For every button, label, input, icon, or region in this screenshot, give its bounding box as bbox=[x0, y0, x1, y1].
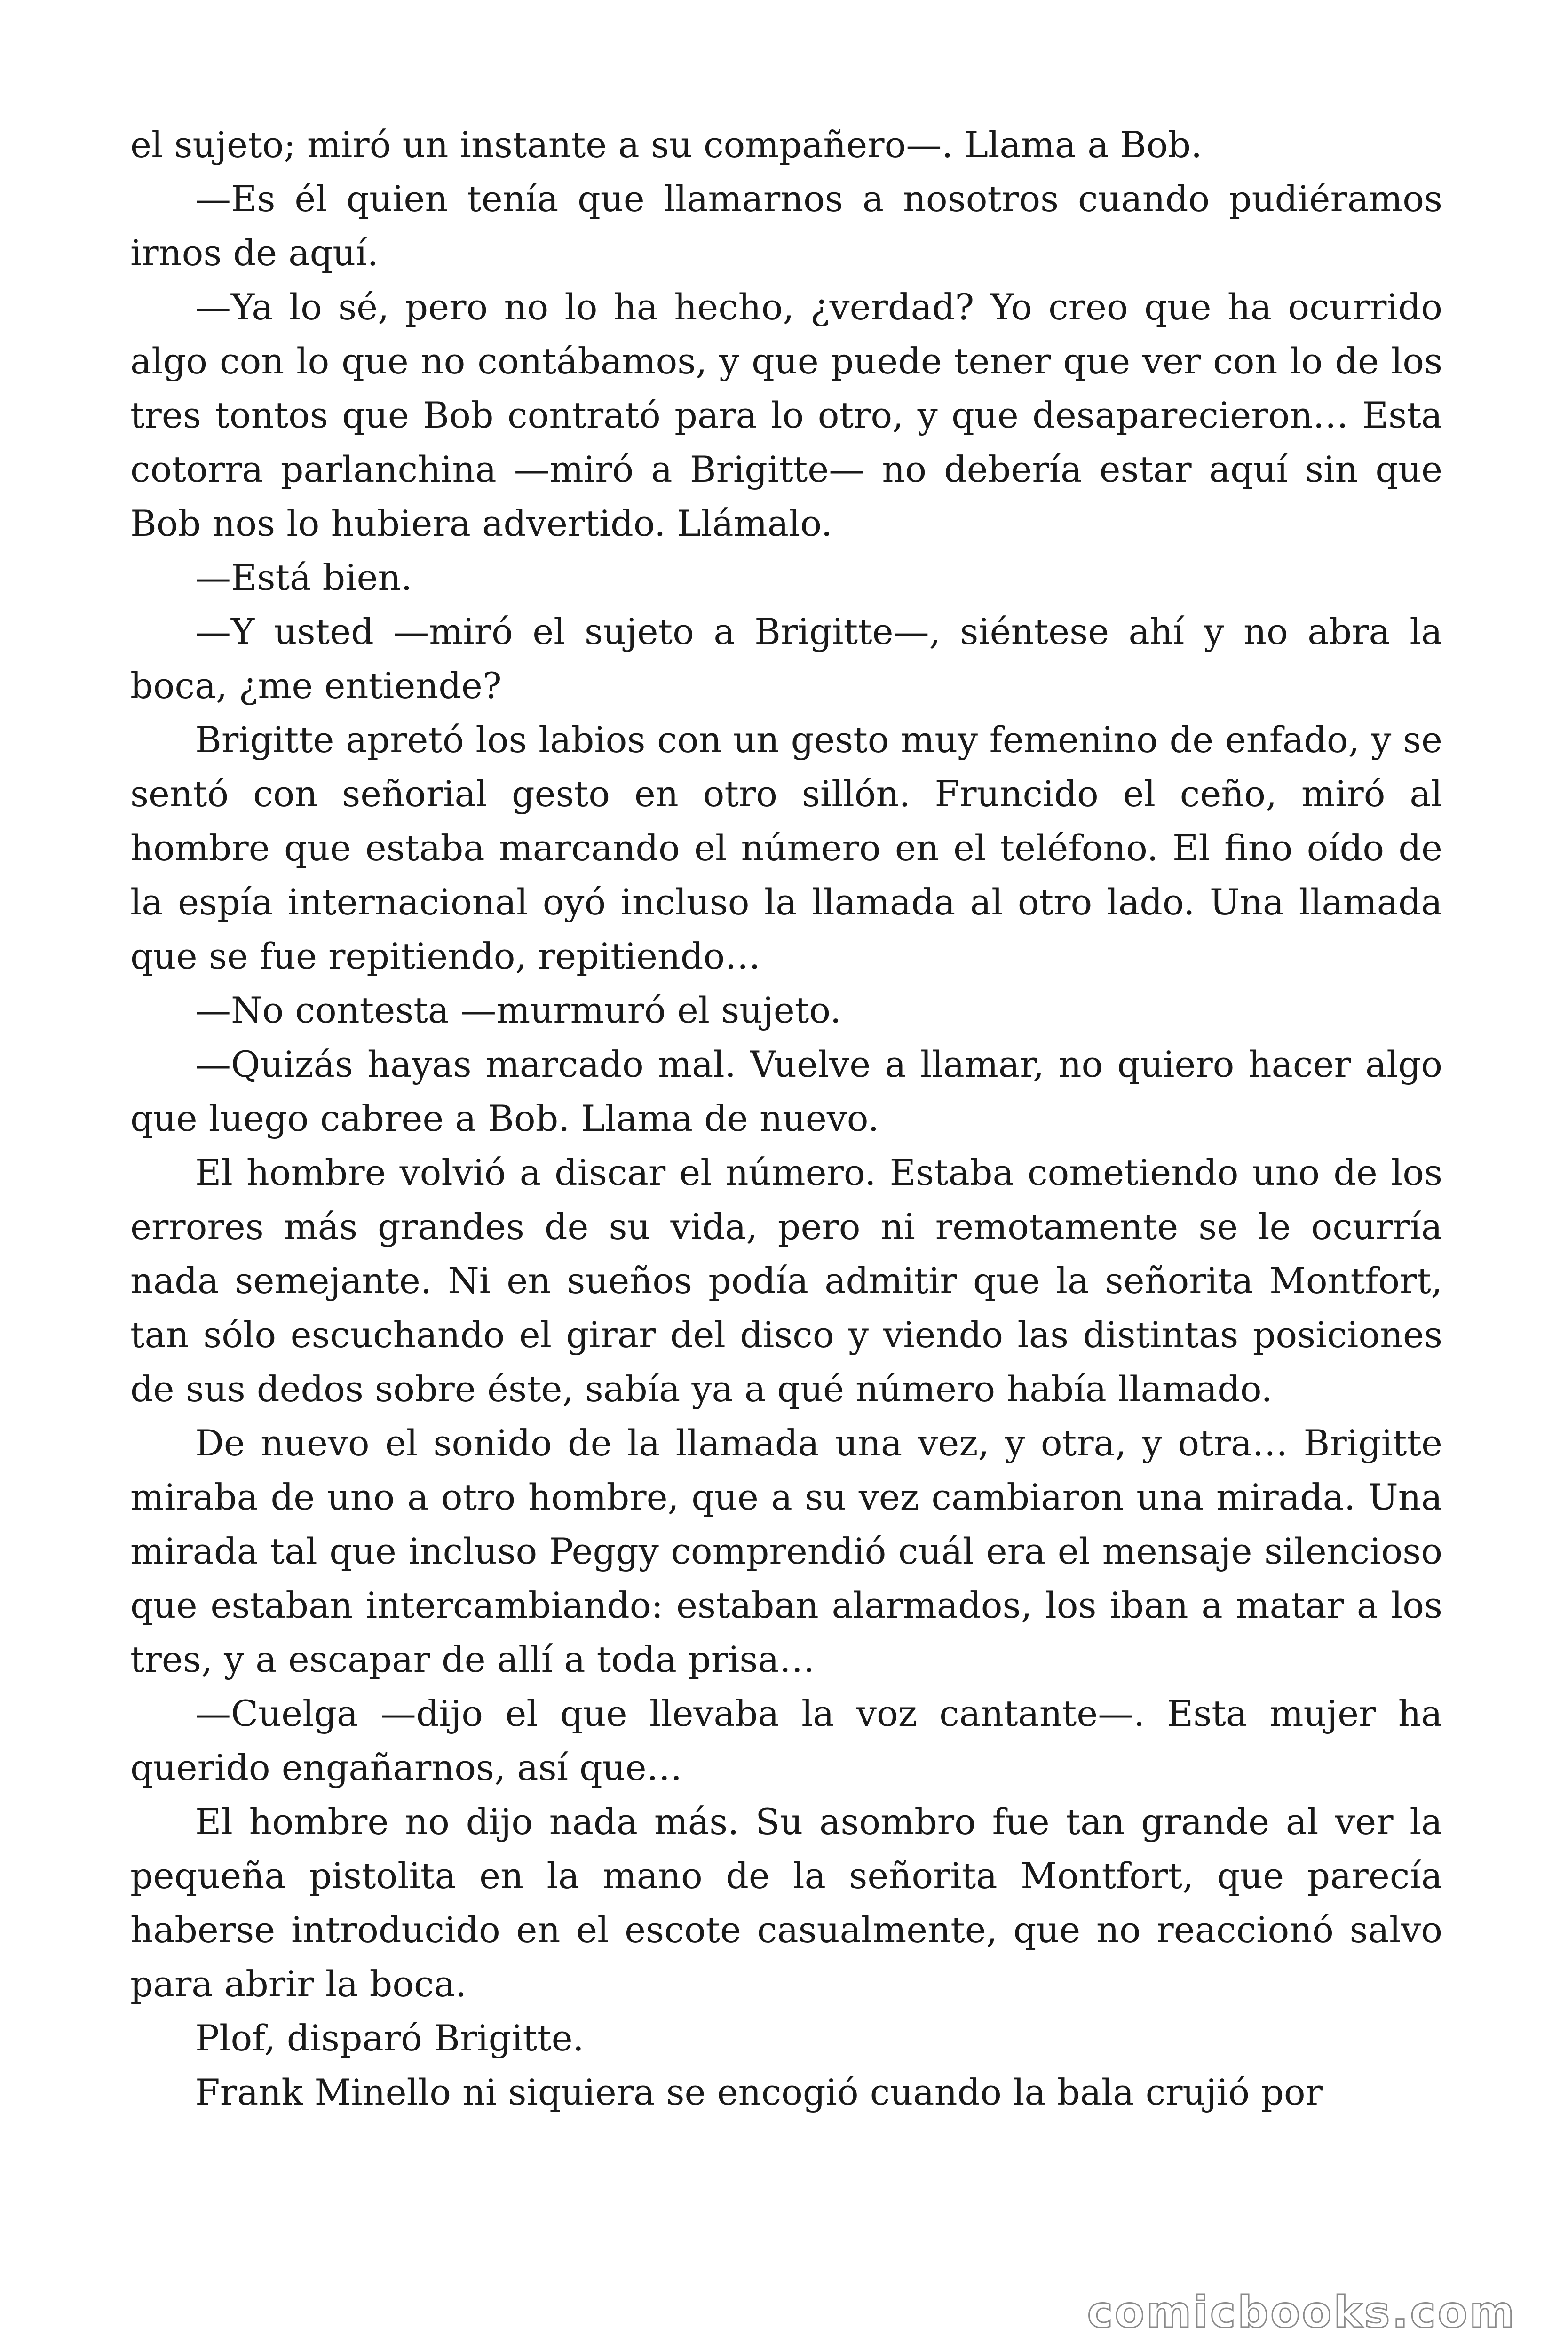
paragraph: el sujeto; miró un instante a su compañero—. Llama a Bob. bbox=[130, 124, 1203, 166]
paragraph: —Es él quien tenía que llamarnos a nosotros cuando pudiéramos irnos de aquí. bbox=[130, 178, 1442, 274]
paragraph: —Y usted —miró el sujeto a Brigitte—, siéntese ahí y no abra la boca, ¿me entiende? bbox=[130, 611, 1442, 707]
page-body-text bbox=[130, 118, 1442, 2119]
paragraph: —Quizás hayas marcado mal. Vuelve a llamar, no quiero hacer algo que luego cabree a Bob. Llama de nuevo. bbox=[130, 1043, 1442, 1139]
paragraph: —Ya lo sé, pero no lo ha hecho, ¿verdad? Yo creo que ha ocurrido algo con lo que no contábamos, y que puede tener que ver con lo de los tres tontos que Bob contrató para lo otro, y que desaparecieron… Esta cotorra parlanchina —miró a Brigitte— no debería estar aquí sin que Bob nos lo hubiera advertido. Llámalo. bbox=[130, 286, 1442, 544]
paragraph: Frank Minello ni siquiera se encogió cuando la bala crujió por bbox=[195, 2071, 1323, 2113]
paragraph: Plof, disparó Brigitte. bbox=[195, 2017, 584, 2059]
paragraph: El hombre no dijo nada más. Su asombro fue tan grande al ver la pequeña pistolita en la mano de la señorita Montfort, que parecía haberse introducido en el escote casualmente, que no reaccionó salvo para abrir la boca. bbox=[130, 1801, 1442, 2005]
watermark: comicbooks.com bbox=[1087, 2287, 1516, 2337]
paragraph: —Cuelga —dijo el que llevaba la voz cantante—. Esta mujer ha querido engañarnos, así que… bbox=[130, 1692, 1442, 1788]
paragraph: De nuevo el sonido de la llamada una vez, y otra, y otra… Brigitte miraba de uno a otro hombre, que a su vez cambiaron una mirada. Una mirada tal que incluso Peggy comprendió cuál era el mensaje silencioso que estaban intercambiando: estaban alarmados, los iban a matar a los tres, y a escapar de allí a toda prisa… bbox=[130, 1422, 1442, 1680]
paragraph: Brigitte apretó los labios con un gesto muy femenino de enfado, y se sentó con señorial gesto en otro sillón. Fruncido el ceño, miró al hombre que estaba marcando el número en el teléfono. El fino oído de la espía internacional oyó incluso la llamada al otro lado. Una llamada que se fue repitiendo, repitiendo… bbox=[130, 719, 1442, 977]
paragraph: El hombre volvió a discar el número. Estaba cometiendo uno de los errores más grandes de su vida, pero ni remotamente se le ocurría nada semejante. Ni en sueños podía admitir que la señorita Montfort, tan sólo escuchando el girar del disco y viendo las distintas posiciones de sus dedos sobre éste, sabía ya a qué número había llamado. bbox=[130, 1152, 1442, 1410]
paragraph: —Está bien. bbox=[195, 556, 412, 598]
paragraph: —No contesta —murmuró el sujeto. bbox=[195, 989, 841, 1031]
